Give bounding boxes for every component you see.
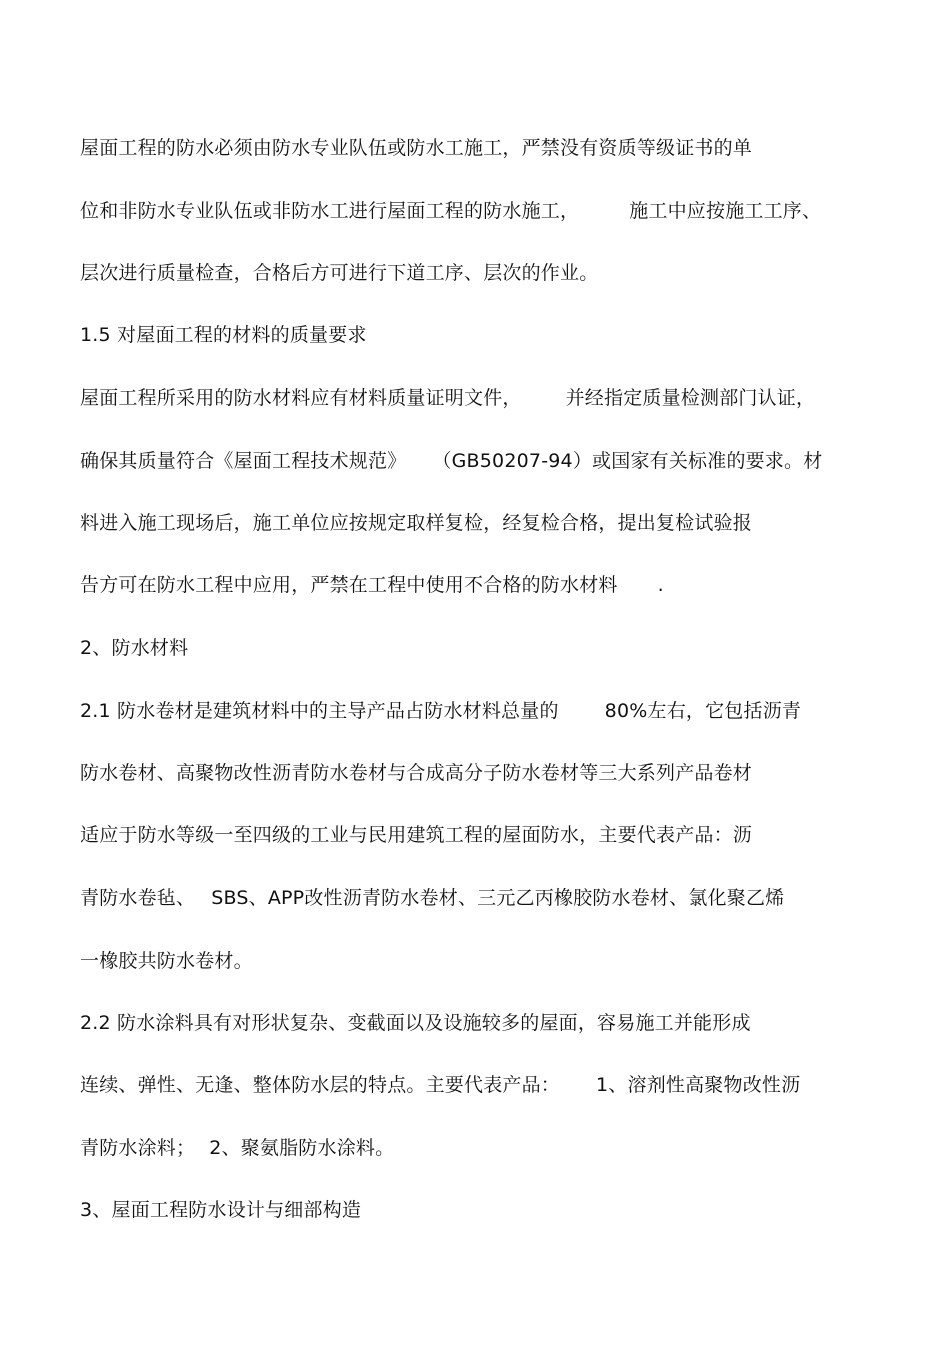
text-segment: 位和非防水专业队伍或非防水工进行屋面工程的防水施工，: [80, 200, 580, 222]
text-segment: 告方可在防水工程中应用，严禁在工程中使用不合格的防水材料: [80, 574, 618, 596]
text-segment: SBS、APP改性沥青防水卷材、三元乙丙橡胶防水卷材、氯化聚乙烯: [211, 887, 785, 909]
text-segment: 适应于防水等级一至四级的工业与民用建筑工程的屋面防水，主要代表产品：沥: [80, 824, 753, 846]
text-segment: 青防水涂料；: [80, 1137, 196, 1159]
paragraph-line-16: [80, 1070, 800, 1100]
paragraph-line-8: [80, 570, 664, 600]
text-segment: 80%左右，它包括沥青: [604, 700, 802, 722]
paragraph-line-15: [80, 1008, 751, 1038]
paragraph-line-7: [80, 508, 752, 538]
paragraph-line-5: [80, 383, 815, 413]
text-segment: 2、聚氨脂防水涂料。: [209, 1137, 395, 1159]
text-segment: 确保其质量符合《屋面工程技术规范》: [80, 450, 407, 472]
paragraph-line-1: [80, 133, 752, 163]
text-segment: 2.1 防水卷材是建筑材料中的主导产品占防水材料总量的: [80, 700, 559, 722]
paragraph-line-12: [80, 820, 752, 850]
paragraph-line-11: [80, 758, 752, 788]
section-heading-1-5: [80, 320, 367, 350]
text-segment: 施工中应按施工工序、: [629, 200, 822, 222]
paragraph-line-14: [80, 946, 253, 976]
text-segment: 1.5 对屋面工程的材料的质量要求: [80, 324, 367, 346]
text-segment: 2.2 防水涂料具有对形状复杂、变截面以及设施较多的屋面，容易施工并能形成: [80, 1012, 751, 1034]
text-segment: （GB50207-94）或国家有关标准的要求。材: [432, 450, 823, 472]
text-segment: 屋面工程所采用的防水材料应有材料质量证明文件，: [80, 387, 522, 409]
text-segment: .: [657, 574, 664, 596]
text-segment: 1、溶剂性高聚物改性沥: [596, 1074, 801, 1096]
text-segment: 料进入施工现场后，施工单位应按规定取样复检，经复检合格，提出复检试验报: [80, 512, 753, 534]
paragraph-line-13: [80, 883, 784, 913]
text-segment: 层次进行质量检查，合格后方可进行下道工序、层次的作业。: [80, 262, 599, 284]
text-segment: 青防水卷毡、: [80, 887, 196, 909]
text-segment: 屋面工程的防水必须由防水专业队伍或防水工施工，严禁没有资质等级证书的单: [80, 137, 753, 159]
paragraph-line-10: [80, 696, 801, 726]
text-segment: 防水卷材、高聚物改性沥青防水卷材与合成高分子防水卷材等三大系列产品卷材: [80, 762, 753, 784]
section-heading-2: [80, 633, 188, 663]
section-heading-3: [80, 1195, 361, 1225]
text-segment: 连续、弹性、无逢、整体防水层的特点。主要代表产品：: [80, 1074, 561, 1096]
paragraph-line-3: [80, 258, 598, 288]
paragraph-line-2: [80, 196, 821, 226]
text-segment: 一橡胶共防水卷材。: [80, 950, 253, 972]
text-segment: 2、防水材料: [80, 637, 189, 659]
paragraph-line-6: [80, 446, 822, 476]
paragraph-line-17: [80, 1133, 394, 1163]
text-segment: 并经指定质量检测部门认证，: [565, 387, 816, 409]
text-segment: 3、屋面工程防水设计与细部构造: [80, 1199, 362, 1221]
